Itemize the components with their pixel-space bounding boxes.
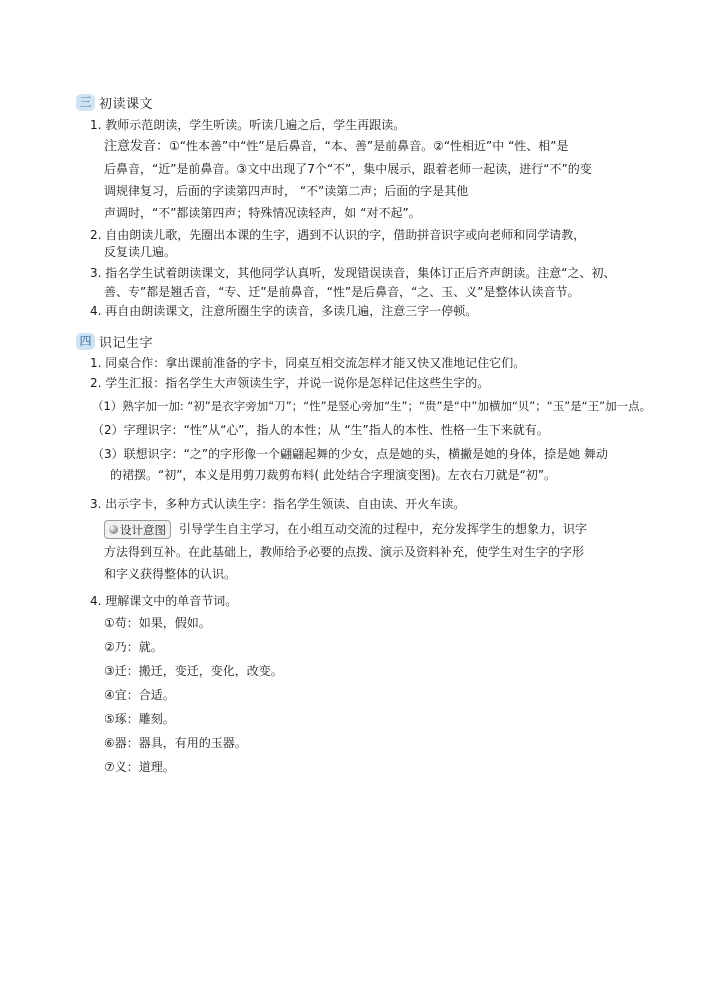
s4-line-6: 的裙摆。“初”，本义是用剪刀裁剪布料( 此处结合字理演变图)。左衣右刀就是“初”。 [110, 468, 557, 482]
notice-label: 注意发音： [104, 139, 170, 154]
s3-line-9: 善、专”都是翘舌音，“专、迁”是前鼻音，“性”是后鼻音，“之、玉、义”是整体认读音节。 [104, 285, 580, 299]
s3-line-8: 3. 指名学生试着朗读课文，其他同学认真听，发现错误读音，集体订正后齐声朗读。注意“之、初、 [90, 266, 616, 280]
s3-line-10: 4. 再自由朗读课文，注意所圈生字的读音，多读几遍，注意三字一停顿。 [90, 304, 478, 318]
word-item: ④宜：合适。 [104, 688, 175, 702]
s3-line-1: 1. 教师示范朗读，学生听读。听读几遍之后，学生再跟读。 [90, 118, 406, 132]
design-intent-badge [104, 520, 171, 539]
s4-line-8: 引导学生自主学习，在小组互动交流的过程中，充分发挥学生的想象力，识字 [179, 522, 588, 536]
section-4-heading [76, 331, 153, 351]
s4-line-1: 1. 同桌合作：拿出课前准备的字卡，同桌互相交流怎样才能又快又准地记住它们。 [90, 356, 526, 370]
section-4-number: 四 [76, 333, 95, 350]
s4-line-3: （1）熟字加一加: “初”是衣字旁加“刀”；“性”是竖心旁加“生”；“贵”是“中”加横加“贝”；“玉”是“王”加一点。 [92, 399, 652, 413]
s3-line-4: 调规律复习，后面的字读第四声时， “不”读第二声；后面的字是其他 [104, 184, 469, 198]
s3-line-2 [104, 137, 569, 156]
s4-line-5: （3）联想识字：“之”的字形像一个翩翩起舞的少女，点是她的头，横撇是她的身体，捺是她 舞动 [92, 447, 608, 461]
s3-line-7: 反复读几遍。 [104, 245, 177, 259]
s4-line-2: 2. 学生汇报：指名学生大声领读生字，并说一说你是怎样记住这些生字的。 [90, 376, 490, 390]
s4-line-4: （2）字理识字：“性”从“心”，指人的本性；从 “生”指人的本性、性格一生下来就有。 [92, 423, 549, 437]
word-item: ②乃：就。 [104, 640, 163, 654]
word-item: ③迁：搬迁，变迁，变化，改变。 [104, 664, 283, 678]
s4-line-7: 3. 出示字卡，多种方式认读生字：指名学生领读、自由读、开火车读。 [90, 497, 466, 511]
section-3-heading [76, 92, 153, 112]
word-item: ⑤琢：雕刻。 [104, 712, 175, 726]
s3-line-2-text: ①“性本善”中“性”是后鼻音，“本、善”是前鼻音。②“性相近”中 “性、相”是 [169, 139, 569, 153]
section-3-title: 初读课文 [99, 96, 154, 112]
word-item: ①苟：如果，假如。 [104, 616, 211, 630]
s3-line-3: 后鼻音，“近”是前鼻音。③文中出现了7个“不”，集中展示，跟着老师一起读，进行“不”的变 [104, 162, 592, 176]
bullet-icon [109, 525, 118, 534]
design-intent-label: 设计意图 [120, 522, 166, 537]
section-4-title: 识记生字 [99, 335, 154, 351]
s3-line-5: 声调时，“不”都读第四声；特殊情况读轻声，如 “对不起”。 [104, 206, 421, 220]
s4-line-11: 4. 理解课文中的单音节词。 [90, 594, 238, 608]
word-item: ⑥器：器具，有用的玉器。 [104, 736, 247, 750]
word-item: ⑦义：道理。 [104, 760, 175, 774]
s3-line-6: 2. 自由朗读儿歌，先圈出本课的生字，遇到不认识的字，借助拼音识字或向老师和同学请教， [90, 228, 586, 242]
s4-line-9: 方法得到互补。在此基础上，教师给予必要的点拨、演示及资料补充，使学生对生字的字形 [104, 545, 585, 559]
s4-line-10: 和字义获得整体的认识。 [104, 567, 237, 581]
section-3-number: 三 [76, 94, 95, 111]
s4-design-line-1 [104, 520, 587, 539]
